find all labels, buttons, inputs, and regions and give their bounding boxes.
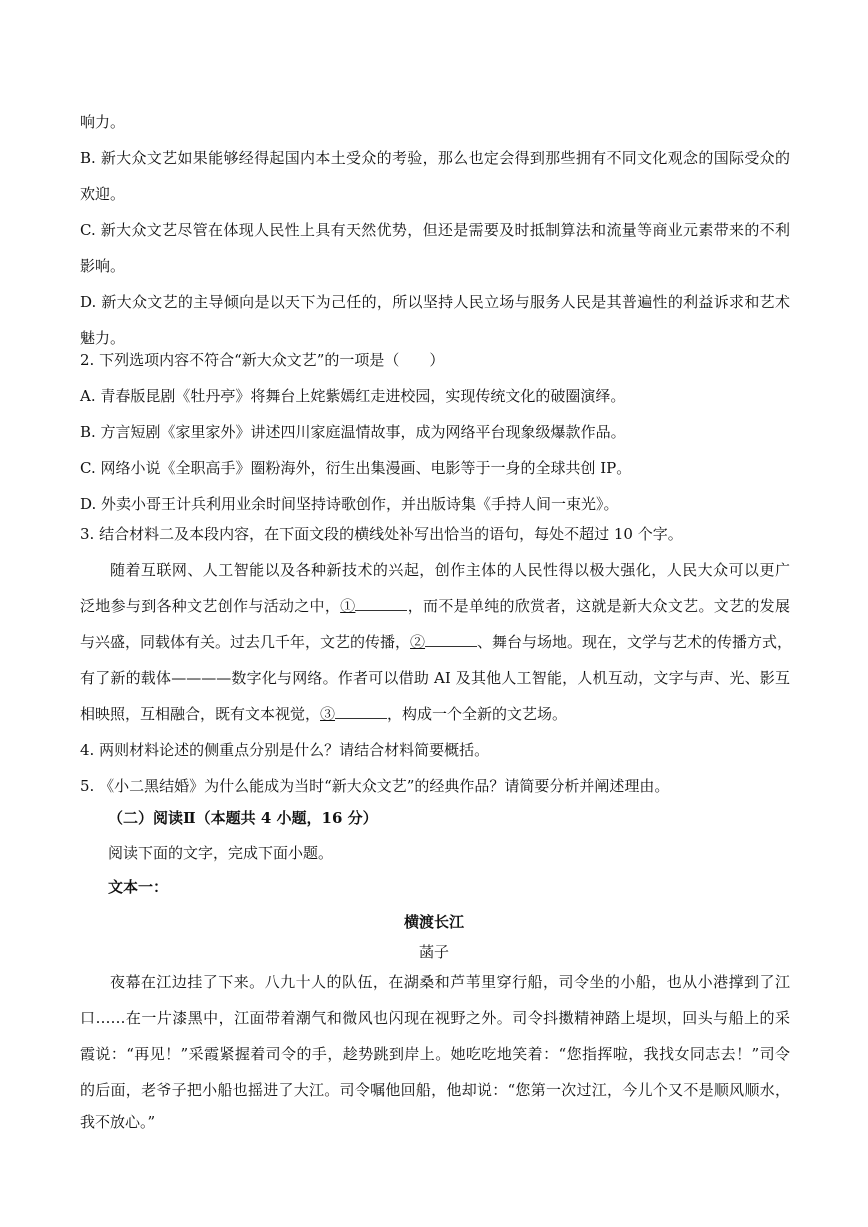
blank-marker-2: ② (410, 633, 426, 651)
answer-blank-3[interactable] (335, 704, 387, 719)
passage-line-2 (80, 596, 790, 616)
reading-instruction: 阅读下面的文字，完成下面小题。 (108, 844, 334, 862)
story-line-3: 霞说：“再见！”采霞紧握着司令的手，趁势跳到岸上。她吃吃地笑着：“您指挥啦，我找女同志去！”司令 (80, 1045, 790, 1063)
passage-line-5 (80, 704, 790, 724)
option-b-continuation: 欢迎。 (80, 185, 126, 203)
option-c-continuation: 影响。 (80, 257, 126, 275)
passage-line-4: 有了新的载体————数字化与网络。作者可以借助 AI 及其他人工智能，人机互动，文字与声、光、影互 (80, 669, 790, 687)
question-2-option-d: D. 外卖小哥王计兵利用业余时间坚持诗歌创作，并出版诗集《手持人间一束光》。 (80, 495, 619, 513)
question-3: 3. 结合材料二及本段内容，在下面文段的横线处补写出恰当的语句，每处不超过 10 个字。 (80, 525, 683, 543)
option-d-continuation: 魅力。 (80, 329, 126, 347)
story-line-1: 夜幕在江边挂了下来。八九十人的队伍，在湖桑和芦苇里穿行船，司令坐的小船，也从小港撑到了江 (110, 973, 790, 991)
question-5: 5. 《小二黑结婚》为什么能成为当时“新大众文艺”的经典作品？请简要分析并阐述理由。 (80, 777, 670, 795)
story-line-2: 口……在一片漆黑中，江面带着潮气和微风也闪现在视野之外。司令抖擞精神踏上堤坝，回头与船上的采 (80, 1009, 790, 1027)
question-4: 4. 两则材料论述的侧重点分别是什么？请结合材料简要概括。 (80, 741, 490, 759)
passage-line-1: 随着互联网、人工智能以及各种新技术的兴起，创作主体的人民性得以极大强化，人民大众可以更广 (110, 561, 790, 579)
question-2: 2. 下列选项内容不符合“新大众文艺”的一项是（ ） (80, 351, 445, 369)
option-b: B. 新大众文艺如果能够经得起国内本土受众的考验，那么也定会得到那些拥有不同文化观念的国际受众的 (80, 149, 790, 167)
text-one-label: 文本一： (108, 878, 169, 896)
section-heading: （二）阅读Ⅱ（本题共 4 小题，16 分） (108, 809, 378, 827)
story-line-5: 我不放心。” (80, 1113, 156, 1131)
article-author: 菡子 (418, 943, 449, 961)
question-2-option-b: B. 方言短剧《家里家外》讲述四川家庭温情故事，成为网络平台现象级爆款作品。 (80, 423, 626, 441)
question-2-option-a: A. 青春版昆剧《牡丹亭》将舞台上姹紫嫣红走进校园，实现传统文化的破圈演绎。 (80, 387, 626, 405)
option-d: D. 新大众文艺的主导倾向是以天下为己任的，所以坚持人民立场与服务人民是其普遍性的利益诉求和艺术 (80, 293, 790, 311)
answer-blank-1[interactable] (355, 596, 407, 611)
passage-text: 相映照，互相融合，既有文本视觉， (80, 705, 321, 723)
option-a-continuation: 响力。 (80, 113, 126, 131)
passage-text: 与兴盛，同载体有关。过去几千年，文艺的传播， (80, 633, 411, 651)
question-2-option-c: C. 网络小说《全职高手》圈粉海外，衍生出集漫画、电影等于一身的全球共创 IP。 (80, 459, 632, 477)
option-c: C. 新大众文艺尽管在体现人民性上具有天然优势，但还是需要及时抵制算法和流量等商业元素带来的不利 (80, 221, 790, 239)
passage-text: ，构成一个全新的文艺场。 (387, 705, 568, 723)
story-line-4: 的后面，老爷子把小船也摇进了大江。司令嘱他回船，他却说：“您第一次过江，今儿个又不是顺风顺水， (80, 1081, 790, 1099)
passage-line-3 (80, 632, 793, 652)
blank-marker-3: ③ (320, 705, 336, 723)
passage-text: 泛地参与到各种文艺创作与活动之中， (80, 597, 341, 615)
passage-text: ，而不是单纯的欣赏者，这就是新大众文艺。文艺的发展 (407, 597, 790, 615)
passage-text: 、舞台与场地。现在，文学与艺术的传播方式， (477, 633, 793, 651)
blank-marker-1: ① (340, 597, 356, 615)
article-title: 横渡长江 (403, 913, 464, 931)
answer-blank-2[interactable] (425, 632, 477, 647)
